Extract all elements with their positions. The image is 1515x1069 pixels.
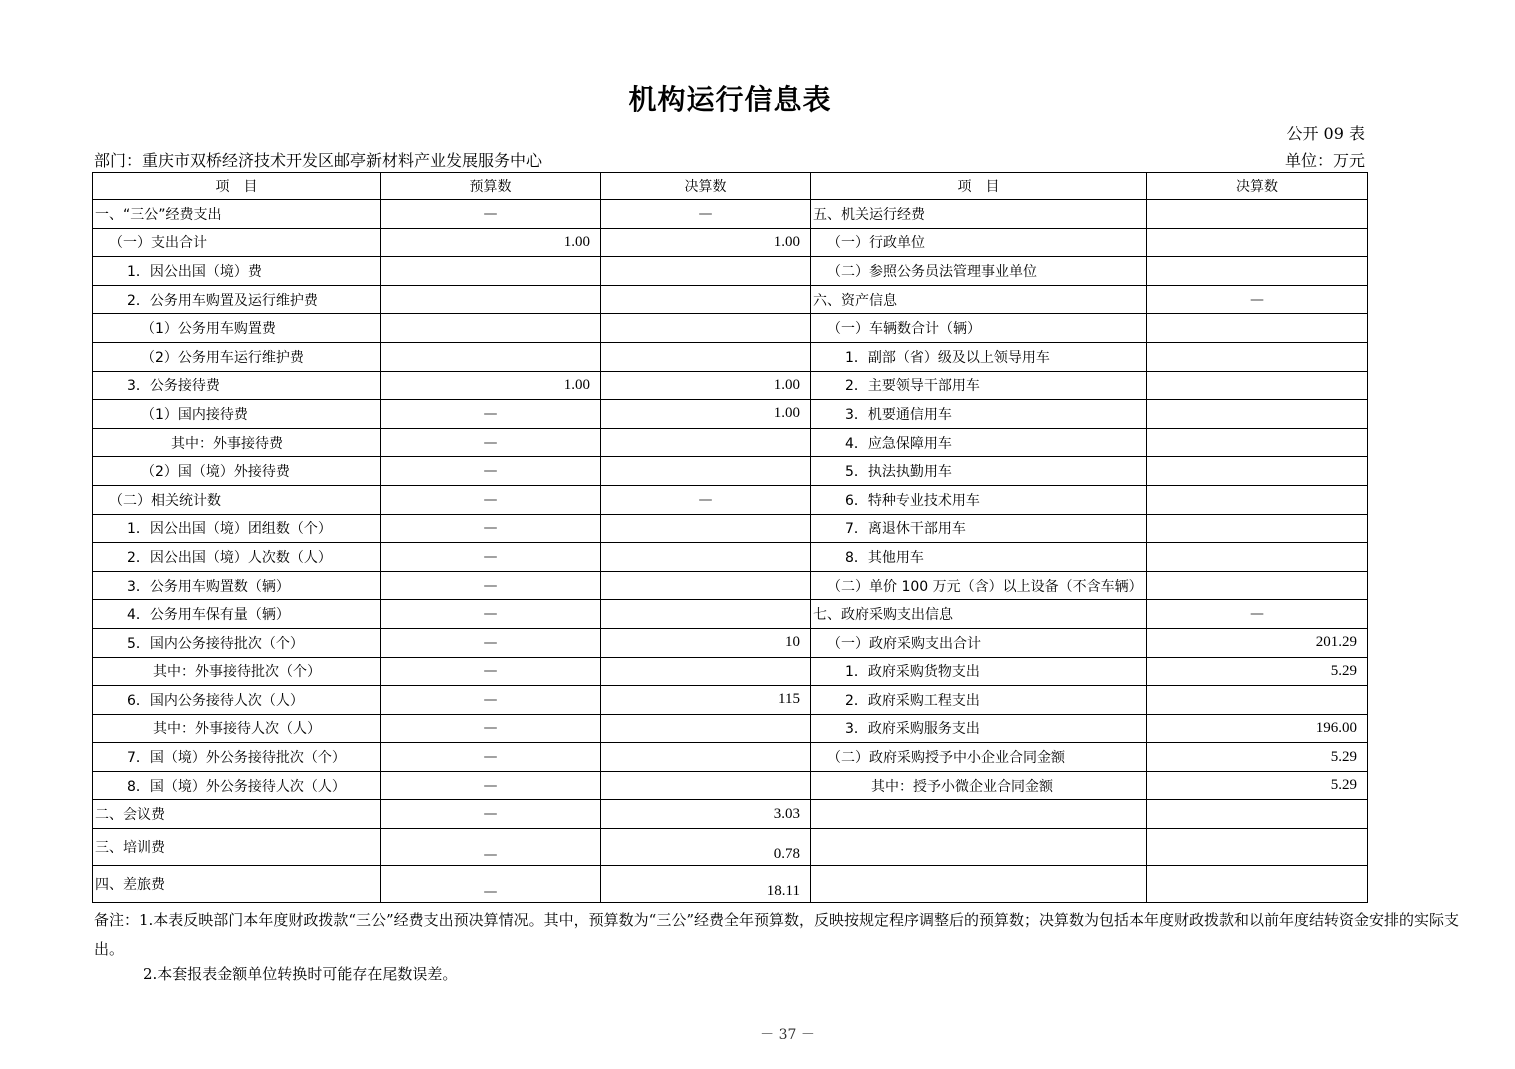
header-left-item: 项 目 bbox=[93, 173, 381, 200]
row-right-final bbox=[1147, 228, 1368, 257]
row-left-item: 3．公务接待费 bbox=[93, 371, 381, 400]
row-left-item: 5．国内公务接待批次（个） bbox=[93, 628, 381, 657]
table-row bbox=[93, 228, 1368, 257]
row-left-final: 1.00 bbox=[601, 228, 811, 257]
row-left-final bbox=[601, 571, 811, 600]
row-left-item: 其中：外事接待批次（个） bbox=[93, 657, 381, 686]
row-left-final: 0.78 bbox=[601, 829, 811, 866]
row-left-final bbox=[601, 600, 811, 629]
row-right-final bbox=[1147, 829, 1368, 866]
row-left-budget: — bbox=[381, 600, 601, 629]
note-1: 备注：1.本表反映部门本年度财政拨款“三公”经费支出预决算情况。其中，预算数为“三公”经费全年预算数，反映按规定程序调整后的预算数；决算数为包括本年度财政拨款和以前年度结转资金安排的实际支出。 bbox=[94, 911, 1459, 958]
row-left-budget: — bbox=[381, 457, 601, 486]
row-left-item: 三、培训费 bbox=[93, 829, 381, 866]
row-right-final bbox=[1147, 686, 1368, 715]
row-right-item: 六、资产信息 bbox=[811, 285, 1147, 314]
row-left-budget bbox=[381, 285, 601, 314]
table-row bbox=[93, 314, 1368, 343]
row-left-item: 1．因公出国（境）团组数（个） bbox=[93, 514, 381, 543]
row-left-budget: 1.00 bbox=[381, 228, 601, 257]
info-table bbox=[92, 172, 1368, 903]
row-left-budget: — bbox=[381, 829, 601, 866]
row-right-item: 3．机要通信用车 bbox=[811, 400, 1147, 429]
table-row bbox=[93, 628, 1368, 657]
row-left-final bbox=[601, 657, 811, 686]
row-right-item: （一）车辆数合计（辆） bbox=[811, 314, 1147, 343]
row-left-item: （2）国（境）外接待费 bbox=[93, 457, 381, 486]
row-left-budget: — bbox=[381, 686, 601, 715]
row-left-budget: — bbox=[381, 714, 601, 743]
note-2: 2.本套报表金额单位转换时可能存在尾数误差。 bbox=[143, 965, 458, 983]
row-right-final: 196.00 bbox=[1147, 714, 1368, 743]
row-right-item: 1．政府采购货物支出 bbox=[811, 657, 1147, 686]
row-right-item: 8．其他用车 bbox=[811, 543, 1147, 572]
row-left-item: （2）公务用车运行维护费 bbox=[93, 342, 381, 371]
row-left-budget: — bbox=[381, 428, 601, 457]
row-right-item bbox=[811, 800, 1147, 829]
row-right-item: 6．特种专业技术用车 bbox=[811, 485, 1147, 514]
row-left-item: （1）公务用车购置费 bbox=[93, 314, 381, 343]
row-right-final bbox=[1147, 314, 1368, 343]
row-right-final: 5.29 bbox=[1147, 743, 1368, 772]
table-row bbox=[93, 866, 1368, 903]
row-left-final: 115 bbox=[601, 686, 811, 715]
row-left-item: 1．因公出国（境）费 bbox=[93, 257, 381, 286]
row-right-item: （二）参照公务员法管理事业单位 bbox=[811, 257, 1147, 286]
table-row bbox=[93, 600, 1368, 629]
row-left-budget: — bbox=[381, 866, 601, 903]
row-right-final: 5.29 bbox=[1147, 771, 1368, 800]
page-title: 机构运行信息表 bbox=[628, 83, 832, 116]
row-left-final: 1.00 bbox=[601, 400, 811, 429]
table-header-row bbox=[93, 173, 1368, 200]
row-right-item: 2．政府采购工程支出 bbox=[811, 686, 1147, 715]
header-left-budget: 预算数 bbox=[381, 173, 601, 200]
row-right-item: 7．离退休干部用车 bbox=[811, 514, 1147, 543]
table-row bbox=[93, 485, 1368, 514]
row-right-final bbox=[1147, 200, 1368, 229]
row-right-item: 2．主要领导干部用车 bbox=[811, 371, 1147, 400]
row-right-item: 五、机关运行经费 bbox=[811, 200, 1147, 229]
row-left-budget: — bbox=[381, 400, 601, 429]
row-right-final bbox=[1147, 514, 1368, 543]
table-row bbox=[93, 657, 1368, 686]
row-left-final bbox=[601, 714, 811, 743]
table-row bbox=[93, 514, 1368, 543]
row-right-item: （二）单价 100 万元（含）以上设备（不含车辆） bbox=[811, 571, 1147, 600]
row-left-budget: — bbox=[381, 514, 601, 543]
header-right-final: 决算数 bbox=[1147, 173, 1368, 200]
unit-label: 单位：万元 bbox=[1284, 151, 1365, 170]
row-left-item: 6．国内公务接待人次（人） bbox=[93, 686, 381, 715]
row-right-final: — bbox=[1147, 600, 1368, 629]
row-left-item: （1）国内接待费 bbox=[93, 400, 381, 429]
row-right-final bbox=[1147, 257, 1368, 286]
row-right-final bbox=[1147, 457, 1368, 486]
row-right-item: （一）政府采购支出合计 bbox=[811, 628, 1147, 657]
row-left-final: 3.03 bbox=[601, 800, 811, 829]
row-right-item bbox=[811, 829, 1147, 866]
row-right-final bbox=[1147, 866, 1368, 903]
table-row bbox=[93, 771, 1368, 800]
row-right-final: — bbox=[1147, 285, 1368, 314]
row-right-item: 5．执法执勤用车 bbox=[811, 457, 1147, 486]
row-left-item: 其中：外事接待人次（人） bbox=[93, 714, 381, 743]
table-row bbox=[93, 285, 1368, 314]
row-left-item: 二、会议费 bbox=[93, 800, 381, 829]
table-row bbox=[93, 371, 1368, 400]
row-right-item: 4．应急保障用车 bbox=[811, 428, 1147, 457]
row-right-final bbox=[1147, 800, 1368, 829]
row-left-item: 3．公务用车购置数（辆） bbox=[93, 571, 381, 600]
row-left-item: 4．公务用车保有量（辆） bbox=[93, 600, 381, 629]
row-left-final: 10 bbox=[601, 628, 811, 657]
row-left-item: （二）相关统计数 bbox=[93, 485, 381, 514]
row-left-final: — bbox=[601, 200, 811, 229]
department-label: 部门：重庆市双桥经济技术开发区邮亭新材料产业发展服务中心 bbox=[94, 151, 543, 170]
row-left-budget bbox=[381, 257, 601, 286]
table-row bbox=[93, 342, 1368, 371]
row-left-item: 一、“三公”经费支出 bbox=[93, 200, 381, 229]
row-right-final bbox=[1147, 400, 1368, 429]
row-right-item: 其中：授予小微企业合同金额 bbox=[811, 771, 1147, 800]
table-row bbox=[93, 257, 1368, 286]
row-left-final: 18.11 bbox=[601, 866, 811, 903]
row-left-final bbox=[601, 314, 811, 343]
row-left-final bbox=[601, 743, 811, 772]
row-left-final: 1.00 bbox=[601, 371, 811, 400]
form-code: 公开 09 表 bbox=[1286, 124, 1365, 143]
row-right-final bbox=[1147, 371, 1368, 400]
row-right-item: 3．政府采购服务支出 bbox=[811, 714, 1147, 743]
row-right-item: （一）行政单位 bbox=[811, 228, 1147, 257]
row-right-final bbox=[1147, 342, 1368, 371]
row-left-final bbox=[601, 543, 811, 572]
row-left-final bbox=[601, 457, 811, 486]
table-row bbox=[93, 428, 1368, 457]
row-left-item: 2．公务用车购置及运行维护费 bbox=[93, 285, 381, 314]
row-left-budget: — bbox=[381, 743, 601, 772]
table-row bbox=[93, 457, 1368, 486]
row-left-final bbox=[601, 428, 811, 457]
row-right-final: 201.29 bbox=[1147, 628, 1368, 657]
row-left-final bbox=[601, 514, 811, 543]
header-right-item: 项 目 bbox=[811, 173, 1147, 200]
row-left-budget: — bbox=[381, 200, 601, 229]
row-left-item: （一）支出合计 bbox=[93, 228, 381, 257]
table-row bbox=[93, 743, 1368, 772]
row-left-item: 2．因公出国（境）人次数（人） bbox=[93, 543, 381, 572]
row-left-budget bbox=[381, 314, 601, 343]
table-row bbox=[93, 571, 1368, 600]
row-left-final bbox=[601, 342, 811, 371]
row-left-final bbox=[601, 257, 811, 286]
row-right-final: 5.29 bbox=[1147, 657, 1368, 686]
row-right-final bbox=[1147, 571, 1368, 600]
row-right-final bbox=[1147, 543, 1368, 572]
row-left-item: 8．国（境）外公务接待人次（人） bbox=[93, 771, 381, 800]
row-left-item: 7．国（境）外公务接待批次（个） bbox=[93, 743, 381, 772]
row-left-final bbox=[601, 771, 811, 800]
row-left-budget: — bbox=[381, 485, 601, 514]
row-right-item: 1．副部（省）级及以上领导用车 bbox=[811, 342, 1147, 371]
row-right-final bbox=[1147, 428, 1368, 457]
row-left-budget: — bbox=[381, 543, 601, 572]
row-left-budget: — bbox=[381, 628, 601, 657]
row-right-item: （二）政府采购授予中小企业合同金额 bbox=[811, 743, 1147, 772]
row-left-item: 其中：外事接待费 bbox=[93, 428, 381, 457]
row-right-final bbox=[1147, 485, 1368, 514]
table-row bbox=[93, 200, 1368, 229]
page-number: － 37 － bbox=[760, 1027, 815, 1043]
row-right-item bbox=[811, 866, 1147, 903]
row-left-final bbox=[601, 285, 811, 314]
row-right-item: 七、政府采购支出信息 bbox=[811, 600, 1147, 629]
row-left-item: 四、差旅费 bbox=[93, 866, 381, 903]
table-row bbox=[93, 829, 1368, 866]
table-row bbox=[93, 800, 1368, 829]
table-row bbox=[93, 686, 1368, 715]
row-left-final: — bbox=[601, 485, 811, 514]
row-left-budget: — bbox=[381, 800, 601, 829]
table-row bbox=[93, 543, 1368, 572]
table-row bbox=[93, 714, 1368, 743]
row-left-budget bbox=[381, 342, 601, 371]
row-left-budget: 1.00 bbox=[381, 371, 601, 400]
row-left-budget: — bbox=[381, 571, 601, 600]
row-left-budget: — bbox=[381, 657, 601, 686]
table-row bbox=[93, 400, 1368, 429]
header-left-final: 决算数 bbox=[601, 173, 811, 200]
row-left-budget: — bbox=[381, 771, 601, 800]
